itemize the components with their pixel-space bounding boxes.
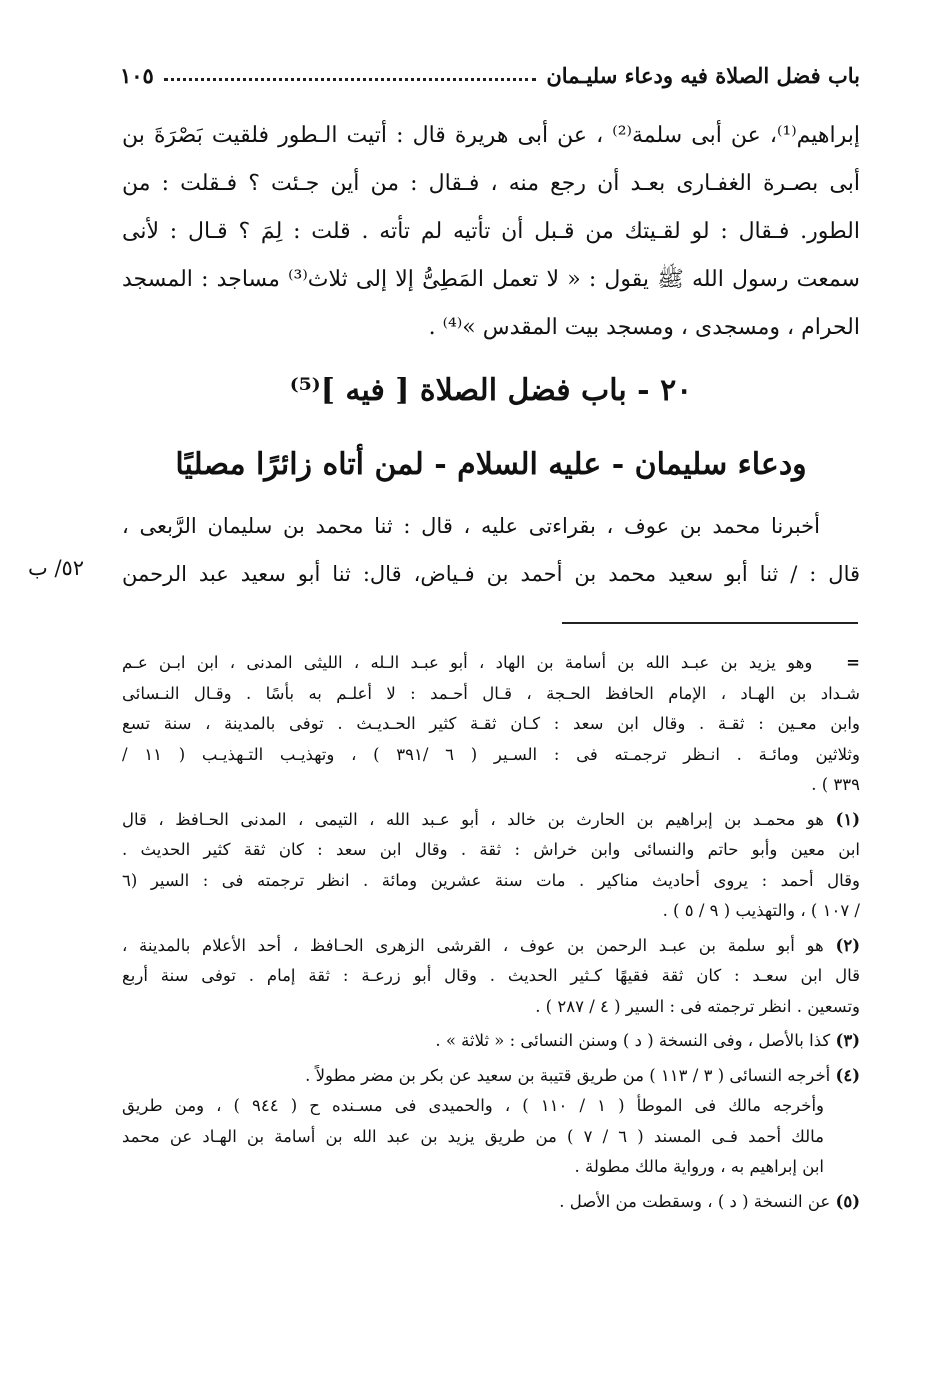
footnote-line: مالك أحمد فـى المسند ( ٦ / ٧ ) من طريق يزيد بن عبد الله بن أسامة بن الهـاد عن محمد [122,1126,824,1146]
footnote-line: وتسعين . انظر ترجمته فى : السير ( ٤ / ٢٨٧ ) . [535,996,860,1016]
footnote-marker: = [846,653,860,672]
footnote-marker: (٣) [835,1031,860,1050]
text-line: الحرام ، ومسجدى ، ومسجد بيت المقدس »⁽⁴⁾ . [428,315,860,340]
footnote-line: (٤) أخرجه النسائى ( ٣ / ١١٣ ) من طريق قتيبة بن سعيد عن بكر بن مضر مطولاً . [305,1065,860,1085]
footnote-marker: (٥) [835,1191,860,1211]
footnote-separator [562,622,858,624]
footnote-line: ابن إبراهيم به ، ورواية مالك مطولة . [574,1157,824,1176]
footnote [122,1061,860,1183]
running-title: باب فضل الصلاة فيه ودعاء سليـمان [546,62,860,88]
footnote-line: (٥) عن النسخة ( د ) ، وسقطت من الأصل . [559,1191,860,1211]
text-line: أخبرنا محمد بن عوف ، بقراءتى عليه ، قال : ثنا محمد بن سليمان الرَّبعى ، [122,514,820,538]
header-dot-leader [164,78,537,81]
footnote-line: / ١٠٧ ) ، والتهذيب ( ٩ / ٥ ) . [662,901,860,920]
isnad-text [122,502,860,598]
footnote-line: قال ابن سعـد : كان ثقة فقيهًا كـثير الحديث . وقال أبو زرعـة : ثقة إمام . توفى سنة أربع [122,966,860,985]
text-line: الطور. فـقال : لو لقـيتك من قـبل أن تأتيه لم تأته . قلت : لِمَ ؟ قـال : لأنى [122,219,860,244]
main-text [122,112,860,352]
footnote-line: ٣٣٩ ) . [811,775,860,794]
manuscript-folio-note: ٥٢/ ب [28,556,85,580]
footnote-marker: (٤) [835,1065,860,1085]
footnote-marker: (٢) [835,935,860,955]
footnote [122,1187,860,1218]
text-line: قال : / ثنا أبو سعيد محمد بن أحمد بن فـياض، قال: ثنا أبو سعيد عبد الرحمن [122,562,860,586]
text-line: إبراهيم⁽¹⁾، عن أبى سلمة⁽²⁾ ، عن أبى هريرة قال : أتيت الـطور فلقيت بَصْرَةَ بن [122,123,860,148]
footnote-line: = وهو يزيد بن عبـد الله بن أسامة بن الهاد ، أبو عبـد الـله ، الليثى المدنى ، ابن ابـن عـم [122,653,860,672]
footnote-line: شـداد بن الهـاد ، الإمام الحافظ الحـجة ، قـال أحـمد : لا أعلـم به بأسًا . وقـال النـسائى [122,683,860,703]
footnote-line: وثلاثين ومائـة . انـظر ترجمـته فى : السـير ( ٦ /٣٩١ ) ، وتهذيـب التـهذيـب ( ١١ / [122,744,860,764]
text-line: أبى بصـرة الغفـارى بعـد أن رجع منه ، فـقال : من أين جـئت ؟ فـقلت : من [122,171,860,196]
footnote-line: ابن معين وأبو حاتم والنسائى وابن خراش : ثقة . وقال ابن سعد : كان ثقة كثير الحديث . [122,840,860,859]
page-number: ١٠٥ [120,62,154,88]
footnote-line: (٣) كذا بالأصل ، وفى النسخة ( د ) وسنن النسائى : « ثلاثة » . [435,1031,860,1050]
footnote-line: وابن معـين : ثقـة . وقال ابن سعد : كـان ثقـة كثير الحـديـث . توفى بالمدينة ، سنة تسع [122,714,860,733]
footnotes [122,648,860,1221]
footnote [122,805,860,927]
footnote-line: وقال أحمد : يروى أحاديث مناكير . مات سنة عشرين ومائة . انظر ترجمته فى : السير (٦ [122,870,860,890]
footnote [122,1026,860,1057]
text-line: سمعت رسول الله ﷺ يقول : « لا تعمل المَطِىُّ إلا إلى ثلاث⁽³⁾ مساجد : المسجد [122,267,860,292]
footnote-line: (١) هو محمـد بن إبراهيم بن الحارث بن خالد ، أبو عـبد الله ، التيمى ، المدنى الحـافظ ، قال [122,809,860,829]
footnote [122,648,860,801]
footnote-line: وأخرجه مالك فى الموطأ ( ١ / ١١٠ ) ، والحميدى فى مسـنده ح ( ٩٤٤ ) ، ومن طريق [122,1096,824,1115]
footnote-marker: (١) [835,809,860,829]
chapter-subtitle: ودعاء سليمان - عليه السلام - لمن أتاه زائرًا مصليًا [175,447,807,482]
running-header [120,58,860,92]
footnote-line: (٢) هو أبو سلمة بن عبـد الرحمن بن عوف ، القرشى الزهرى الحـافظ ، أحد الأعلام بالمدينة ، [122,935,860,955]
footnote [122,931,860,1023]
chapter-title: ٢٠ - باب فضل الصلاة [ فيه ]⁽⁵⁾ [289,373,693,408]
